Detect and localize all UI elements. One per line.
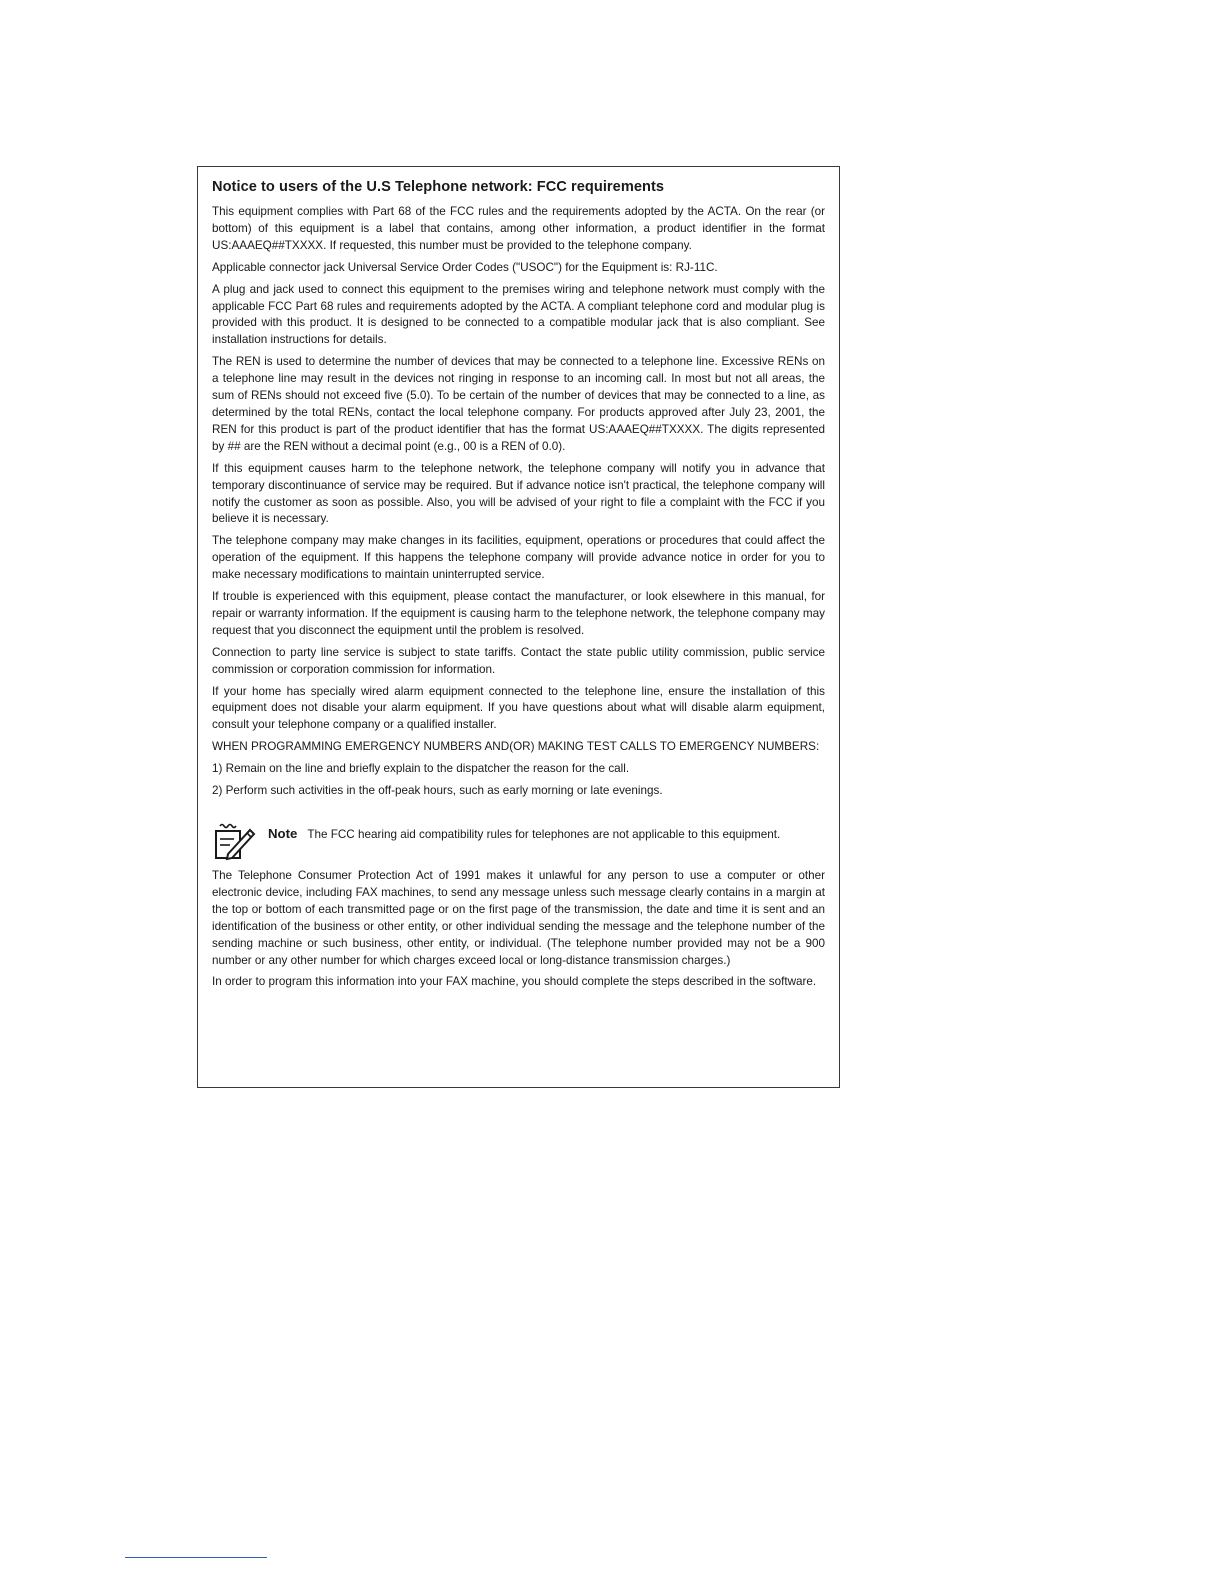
emergency-step-1: 1) Remain on the line and briefly explain to the dispatcher the reason for the call. bbox=[212, 762, 630, 776]
paragraph-party-line: Connection to party line service is subject to state tariffs. Contact the state public utility commission, public service commission or corporation commission for information. bbox=[212, 645, 825, 676]
paragraph-alarm: If your home has specially wired alarm equipment connected to the telephone line, ensure the installation of this equipment does not disable your alarm equipment. If you have questions about what will disable alarm equipment, consult your telephone company or a qualified installer. bbox=[212, 684, 825, 732]
notice-title: Notice to users of the U.S Telephone network: FCC requirements bbox=[212, 179, 665, 195]
paragraph-plug-jack: A plug and jack used to connect this equipment to the premises wiring and telephone network must comply with the applicable FCC Part 68 rules and requirements adopted by the ACTA. A compliant telephone cord and modular plug is provided with this product. It is designed to be connected to a compatible modular jack that is also compliant. See installation instructions for details. bbox=[212, 282, 825, 347]
note-body: The FCC hearing aid compatibility rules for telephones are not applicable to this equipment. bbox=[307, 828, 781, 841]
paragraph-changes: The telephone company may make changes in its facilities, equipment, operations or procedures that could affect the operation of the equipment. If this happens the telephone company will provide advance notice in order for you to make necessary modifications to maintain uninterrupted service. bbox=[212, 534, 825, 582]
paragraph-harm: If this equipment causes harm to the telephone network, the telephone company will notify you in advance that temporary discontinuance of service may be required. But if advance notice isn't practical, the telephone company will notify the customer as soon as possible. Also, you will be advised of your right to file a complaint with the FCC if you believe it is necessary. bbox=[212, 461, 825, 526]
paragraph-part68: This equipment complies with Part 68 of the FCC rules and the requirements adopted by the ACTA. On the rear (or bottom) of this equipment is a label that contains, among other information, a product identifier in the format US:AAAEQ##TXXXX. If requested, this number must be provided to the telephone company. bbox=[212, 205, 825, 252]
footer-rule bbox=[125, 1557, 267, 1558]
note-text-block bbox=[268, 826, 825, 844]
paragraph-trouble: If trouble is experienced with this equipment, please contact the manufacturer, or look elsewhere in this manual, for repair or warranty information. If the equipment is causing harm to the telephone network, the telephone company may request that you disconnect the equipment until the problem is resolved. bbox=[212, 590, 825, 637]
fcc-notice-box bbox=[197, 166, 840, 1088]
note-label: Note bbox=[268, 826, 298, 841]
paragraph-tcpa: The Telephone Consumer Protection Act of 1991 makes it unlawful for any person to use a computer or other electronic device, including FAX machines, to send any message unless such message clearly contains in a margin at the top or bottom of each transmitted page or on the first page of the transmission, the date and time it is sent and an identification of the business or other entity, or other individual sending the message and the telephone number of the sending machine or such business, other entity, or individual. (The telephone number provided may not be a 900 number or any other number for which charges exceed local or long-distance transmission charges.) bbox=[212, 869, 825, 967]
paragraph-usoc: Applicable connector jack Universal Service Order Codes ("USOC") for the Equipment is: RJ-11C. bbox=[212, 260, 718, 274]
paragraph-ren: The REN is used to determine the number of devices that may be connected to a telephone line. Excessive RENs on a telephone line may result in the devices not ringing in response to an incoming call. In most but not all areas, the sum of RENs should not exceed five (5.0). To be certain of the number of devices that may be connected to a line, as determined by the total RENs, contact the local telephone company. For products approved after July 23, 2001, the REN for this product is part of the product identifier that has the format US:AAAEQ##TXXXX. The digits represented by ## are the REN without a decimal point (e.g., 00 is a REN of 0.0). bbox=[212, 355, 825, 453]
paragraph-fax-programming: In order to program this information into your FAX machine, you should complete the steps described in the software. bbox=[212, 975, 817, 989]
note-pencil-icon bbox=[212, 822, 256, 862]
note-callout bbox=[212, 826, 825, 862]
emergency-step-2: 2) Perform such activities in the off-peak hours, such as early morning or late evenings. bbox=[212, 784, 663, 798]
paragraph-emergency-heading: WHEN PROGRAMMING EMERGENCY NUMBERS AND(OR) MAKING TEST CALLS TO EMERGENCY NUMBERS: bbox=[212, 740, 820, 754]
